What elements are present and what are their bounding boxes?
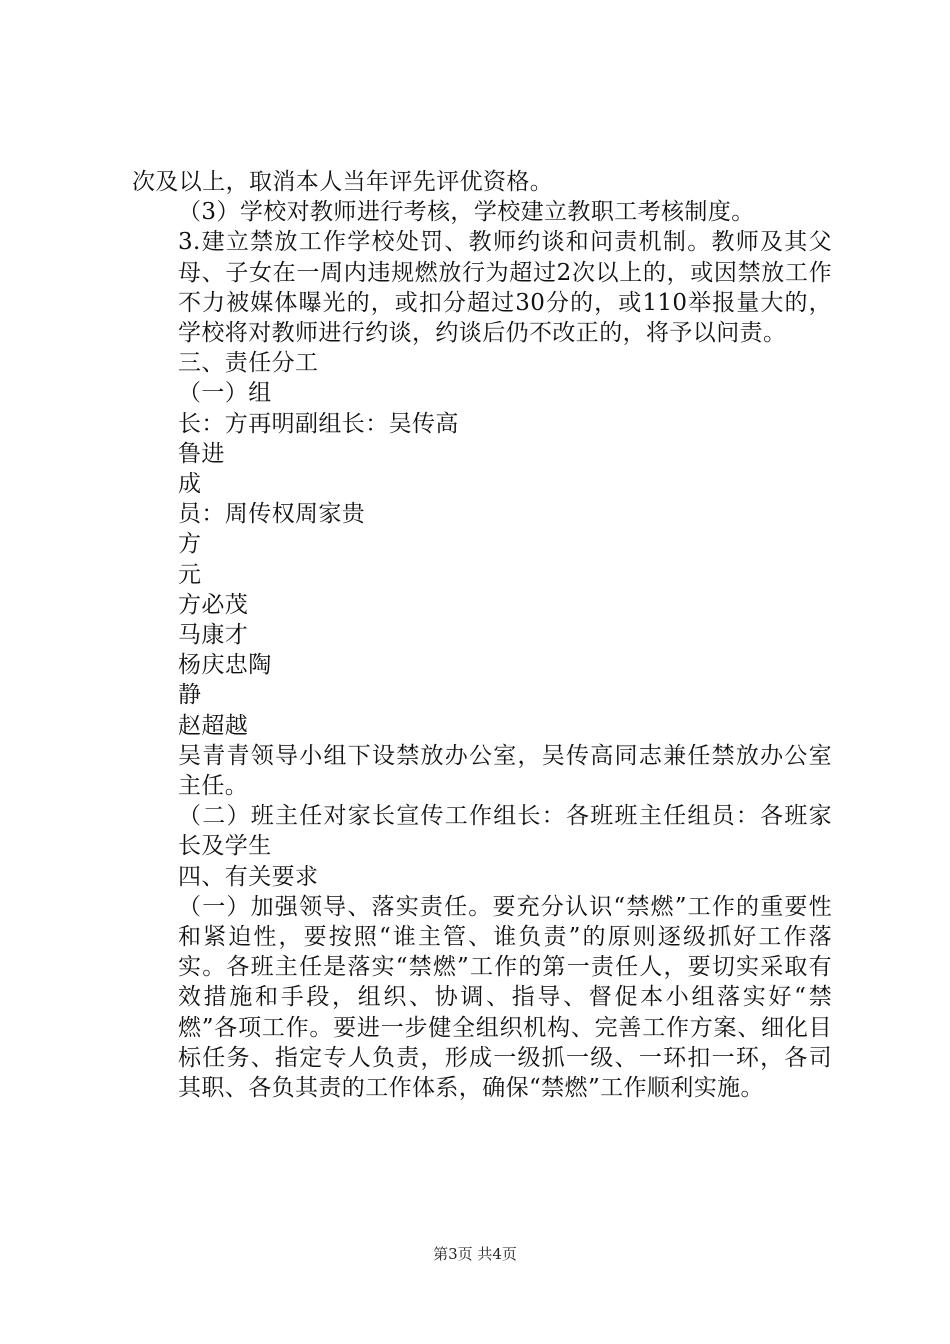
paragraph-accountability: 3.建立禁放工作学校处罚、教师约谈和问责机制。教师及其父母、子女在一周内违规燃放行为超过2次以上的，或因禁放工作不力被媒体曝光的，或扣分超过30分的，或110举报量大的，学校将对教师进行约谈，约谈后仍不改正的，将予以问责。 xyxy=(178,229,832,347)
member-name: 杨庆忠陶 xyxy=(178,652,272,679)
member-name-fragment: 静 xyxy=(178,682,202,709)
member-name: 赵超越 xyxy=(178,712,249,739)
page-number-footer: 第3页 共4页 xyxy=(433,1245,517,1263)
member-name: 马康才 xyxy=(178,622,249,649)
member-line: 员：周传权周家贵 xyxy=(178,501,366,528)
paragraph-continuation: 次及以上，取消本人当年评先评优资格。 xyxy=(132,169,554,195)
member-label-fragment: 成 xyxy=(178,471,202,498)
paragraph-leadership: （一）加强领导、落实责任。要充分认识“禁燃”工作的重要性和紧迫性，要按照“谁主管、谁负责”的原则逐级抓好工作落实。各班主任是落实“禁燃”工作的第一责任人，要切实采取有效措施和手段，组织、协调、指导、督促本小组落实好“禁燃”各项工作。要进一步健全组织机构、完善工作方案、细化目标任务、指定专人负责，形成一级抓一级、一环扣一环，各司其职、各负其责的工作体系，确保“禁燃”工作顺利实施。 xyxy=(178,893,832,1102)
group-leader-line: 长：方再明副组长：吴传高 xyxy=(178,410,459,437)
subsection-heading-group: （一）组 xyxy=(178,380,272,407)
section-heading-requirements: 四、有关要求 xyxy=(178,863,319,890)
document-body xyxy=(132,167,832,1103)
paragraph-assessment: （3）学校对教师进行考核，学校建立教职工考核制度。 xyxy=(178,199,755,226)
member-name: 鲁进 xyxy=(178,440,225,467)
paragraph-class-teachers: （二）班主任对家长宣传工作组长：各班班主任组员：各班家长及学生 xyxy=(178,803,832,860)
member-name-fragment: 元 xyxy=(178,561,202,588)
section-heading-responsibilities: 三、责任分工 xyxy=(178,350,319,377)
paragraph-office: 吴青青领导小组下设禁放办公室，吴传高同志兼任禁放办公室主任。 xyxy=(178,742,832,800)
member-name: 方必茂 xyxy=(178,591,249,618)
member-name-fragment: 方 xyxy=(178,531,202,558)
